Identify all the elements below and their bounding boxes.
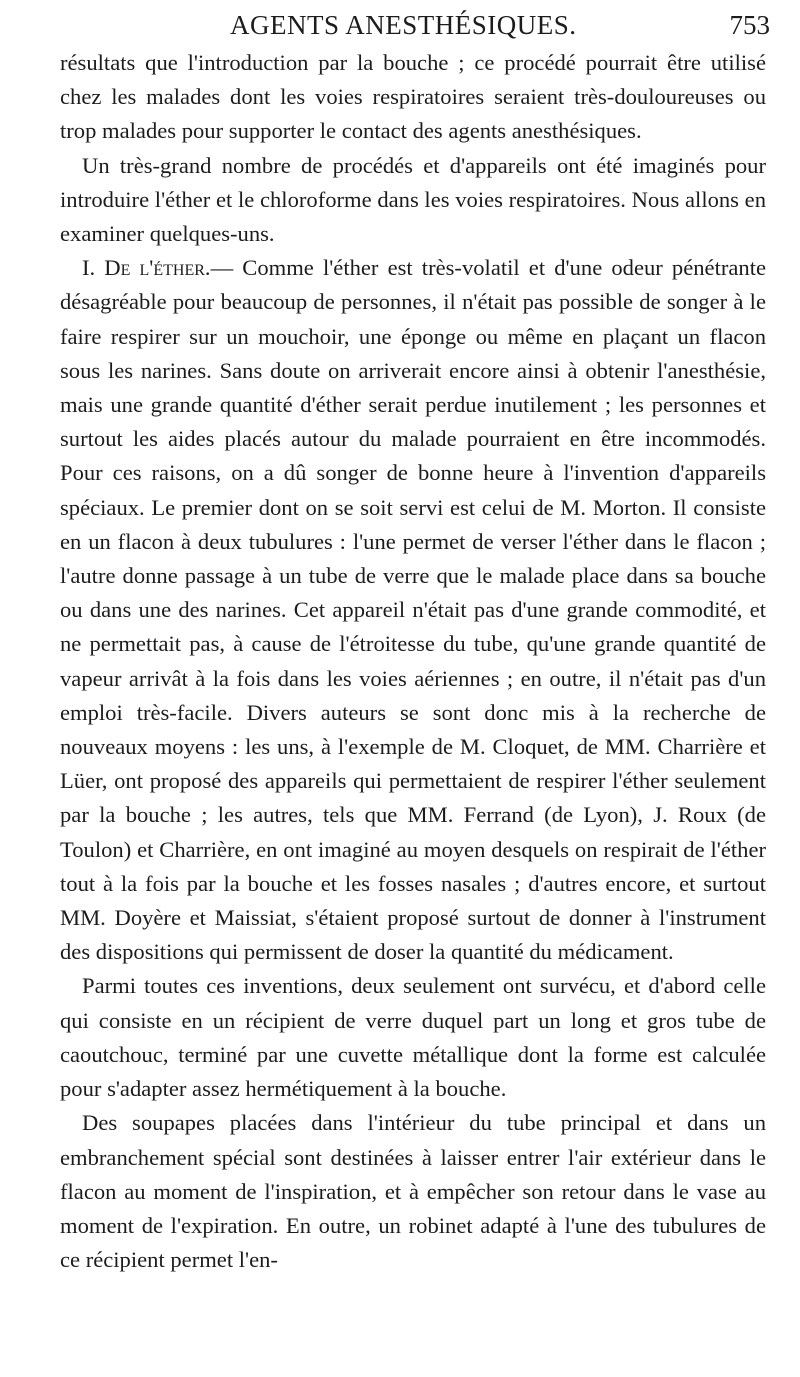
running-title: AGENTS ANESTHÉSIQUES. xyxy=(230,10,577,40)
paragraph xyxy=(60,149,766,252)
paragraph-text: Un très-grand nombre de procédés et d'appareils ont été imaginés pour introduire l'éther et le chloroforme dans les voies respiratoires. Nous allons en examiner quelques-uns. xyxy=(60,152,766,247)
paragraph xyxy=(60,969,766,1106)
paragraph-text: — Comme l'éther est très-volatil et d'une odeur pénétrante désagréable pour beaucoup de personnes, il n'était pas possible de songer à le faire respirer sur un mouchoir, une éponge ou même en plaçant un flacon sous les narines. Sans doute on arriverait encore ainsi à obtenir l'anesthésie, mais une grande quantité d'éther serait perdue inutilement ; les personnes et surtout les aides placés autour du malade pourraient en être incommodés. Pour ces raisons, on a dû songer de bonne heure à l'invention d'appareils spéciaux. Le premier dont on se soit servi est celui de M. Morton. Il consiste en un flacon à deux tubulures : l'une permet de verser l'éther dans le flacon ; l'autre donne passage à un tube de verre que le malade place dans sa bouche ou dans une des narines. Cet appareil n'était pas d'une grande commodité, et ne permettait pas, à cause de l'étroitesse du tube, qu'une grande quantité de vapeur arrivât à la fois dans les voies aériennes ; en outre, il n'était pas d'un emploi très-facile. Divers auteurs se sont donc mis à la recherche de nouveaux moyens : les uns, à l'exemple de M. Cloquet, de MM. Charrière et Lüer, ont proposé des appareils qui permettaient de respirer l'éther seulement par la bouche ; les autres, tels que MM. Ferrand (de Lyon), J. Roux (de Toulon) et Charrière, en ont imaginé au moyen desquels on respirait de l'éther tout à la fois par la bouche et les fosses nasales ; d'autres encore, et surtout MM. Doyère et Maissiat, s'étaient proposé surtout de donner à l'instrument des dispositions qui permissent de doser la quantité du médicament. xyxy=(60,255,766,965)
paragraph-text: Des soupapes placées dans l'intérieur du tube principal et dans un embranchement spécial sont destinées à laisser entrer l'air extérieur dans le flacon au moment de l'inspiration, et à empêcher son retour dans le vase au moment de l'expiration. En outre, un robinet adapté à l'une des tubulures de ce récipient permet l'en- xyxy=(60,1110,766,1273)
running-head xyxy=(60,6,770,44)
page-number: 753 xyxy=(729,10,770,40)
body-text xyxy=(60,46,766,1277)
section-lead: I. De l'éther. xyxy=(82,255,211,281)
paragraph xyxy=(60,1106,766,1277)
paragraph-continuation xyxy=(60,46,766,149)
paragraph-text: résultats que l'introduction par la bouche ; ce procédé pourrait être utilisé chez les malades dont les voies respiratoires seraient très-douloureuses ou trop malades pour supporter le contact des agents anesthésiques. xyxy=(60,50,766,144)
paragraph-text: Parmi toutes ces inventions, deux seulement ont survécu, et d'abord celle qui consiste en un récipient de verre duquel part un long et gros tube de caoutchouc, terminé par une cuvette métallique dont la forme est calculée pour s'adapter assez hermétiquement à la bouche. xyxy=(60,973,766,1102)
paragraph-ether-section xyxy=(60,251,766,969)
